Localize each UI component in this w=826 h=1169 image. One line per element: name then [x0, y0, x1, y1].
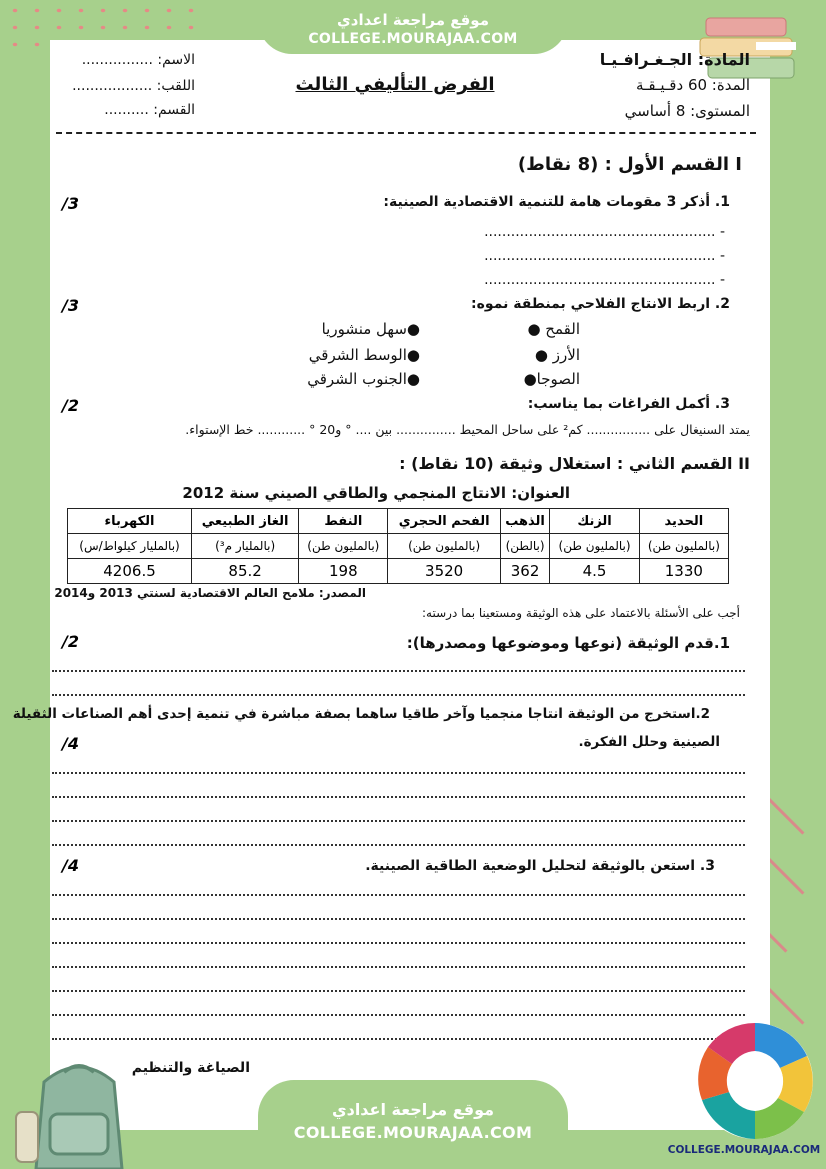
header-divider	[56, 132, 756, 134]
page-title: الفرض التأليفي الثالث	[295, 74, 495, 95]
table-value: 198	[299, 559, 388, 584]
production-table	[67, 508, 729, 584]
table-header: الذهب	[500, 509, 550, 534]
backpack-icon	[14, 1052, 144, 1169]
subject-label: المادة: الجـغـرافـيـا	[599, 50, 750, 69]
section-field[interactable]: القسم: ..........	[104, 102, 195, 118]
site-url: COLLEGE.MOURAJAA.COM	[293, 1123, 533, 1142]
table-unit: (بالمليون طن)	[388, 534, 500, 559]
q3-fill-sentence[interactable]: يمتد السنيغال على ................ كم² على ساحل المحيط ............... بين .... ° و20 ° ............ خط الإستواء.	[185, 422, 750, 437]
match-item-right[interactable]: ●الوسط الشرقي	[308, 346, 420, 364]
answer-line[interactable]	[52, 694, 745, 696]
q3-score: /2	[62, 396, 79, 415]
table-value: 362	[500, 559, 550, 584]
match-item-right[interactable]: ●الجنوب الشرقي	[307, 370, 420, 388]
site-logo-icon[interactable]	[694, 1020, 816, 1142]
q1-answer-line[interactable]: - ....................................................	[484, 224, 725, 240]
table-row	[68, 509, 729, 534]
q2-text: 2. اربط الانتاج الفلاحي بمنطقة نموه:	[471, 296, 730, 312]
q1-text: 1. أذكر 3 مقومات هامة للتنمية الاقتصادية الصينية:	[383, 194, 730, 210]
table-row	[68, 559, 729, 584]
part1-heading: I القسم الأول : (8 نقاط)	[517, 154, 742, 175]
match-item-right[interactable]: ●سهل منشوريا	[321, 320, 420, 338]
answer-line[interactable]	[52, 772, 745, 774]
table-header: الغاز الطبيعي	[192, 509, 299, 534]
q2-score: /3	[62, 296, 79, 315]
footer-label: الصياغة والتنظيم	[131, 1060, 250, 1076]
site-url: COLLEGE.MOURAJAA.COM	[308, 31, 518, 47]
p2-q2-score: /4	[62, 734, 79, 753]
answer-line[interactable]	[52, 1014, 745, 1016]
p2-q1-text: 1.قدم الوثيقة (نوعها وموضوعها ومصدرها):	[406, 634, 730, 652]
table-value: 4206.5	[68, 559, 192, 584]
name-field[interactable]: الاسم: ................	[81, 52, 195, 68]
q1-score: /3	[62, 194, 79, 213]
site-banner-top[interactable]	[258, 0, 568, 54]
duration-label: المدة: 60 دقـيـقـة	[635, 76, 750, 94]
site-name-arabic: موقع مراجعة اعدادي	[331, 1100, 495, 1119]
table-row	[68, 534, 729, 559]
match-item-left[interactable]: القمح ●	[527, 320, 580, 338]
site-name-arabic: موقع مراجعة اعدادي	[337, 11, 489, 29]
table-value: 1330	[639, 559, 728, 584]
site-banner-bottom[interactable]	[258, 1080, 568, 1169]
p2-q1-score: /2	[62, 632, 79, 651]
table-header: الكهرباء	[68, 509, 192, 534]
answer-line[interactable]	[52, 670, 745, 672]
part2-heading: II القسم الثاني : استغلال وثيقة (10 نقاط) :	[399, 454, 750, 473]
answer-line[interactable]	[52, 820, 745, 822]
table-header: الزنك	[550, 509, 639, 534]
answer-line[interactable]	[52, 1038, 745, 1040]
table-header: الفحم الحجري	[388, 509, 500, 534]
table-header: النفط	[299, 509, 388, 534]
table-unit: (بالمليار م³)	[192, 534, 299, 559]
match-item-left[interactable]: الأرز ●	[534, 346, 580, 364]
p2-q3-text: 3. استعن بالوثيقة لتحليل الوضعية الطاقية الصينية.	[365, 858, 715, 874]
p2-q3-score: /4	[62, 856, 79, 875]
q1-answer-line[interactable]: - ....................................................	[484, 272, 725, 288]
p2-q2-text: 2.استخرج من الوثيقة انتاجا منجميا وآخر طاقيا ساهما بصفة مباشرة في تنمية إحدى أهم الصناعات الثقيلة	[12, 706, 710, 722]
table-unit: (بالطن)	[500, 534, 550, 559]
table-header: الحديد	[639, 509, 728, 534]
answer-line[interactable]	[52, 990, 745, 992]
table-unit: (بالمليون طن)	[639, 534, 728, 559]
answer-line[interactable]	[52, 844, 745, 846]
answer-line[interactable]	[52, 918, 745, 920]
logo-caption: COLLEGE.MOURAJAA.COM	[667, 1144, 821, 1156]
match-item-left[interactable]: الصوجا●	[523, 370, 580, 388]
document-source: المصدر: ملامح العالم الاقتصادية لسنتي 2013 و2014	[54, 586, 366, 600]
q3-text: 3. أكمل الفراغات بما يناسب:	[527, 396, 730, 412]
table-unit: (بالمليون طن)	[299, 534, 388, 559]
q1-answer-line[interactable]: - ....................................................	[484, 248, 725, 264]
instruction-text: أجب على الأسئلة بالاعتماد على هذه الوثيقة ومستعينا بما درسته:	[422, 606, 740, 620]
answer-line[interactable]	[52, 966, 745, 968]
surname-field[interactable]: اللقب: ..................	[72, 78, 195, 94]
answer-line[interactable]	[52, 942, 745, 944]
table-value: 4.5	[550, 559, 639, 584]
answer-line[interactable]	[52, 796, 745, 798]
table-unit: (بالمليار كيلواط/س)	[68, 534, 192, 559]
table-value: 85.2	[192, 559, 299, 584]
p2-q2-text-cont: الصينية وحلل الفكرة.	[578, 734, 720, 750]
document-title: العنوان: الانتاج المنجمي والطاقي الصيني سنة 2012	[182, 484, 570, 502]
level-label: المستوى: 8 أساسي	[624, 102, 750, 120]
answer-line[interactable]	[52, 894, 745, 896]
table-value: 3520	[388, 559, 500, 584]
table-unit: (بالمليون طن)	[550, 534, 639, 559]
